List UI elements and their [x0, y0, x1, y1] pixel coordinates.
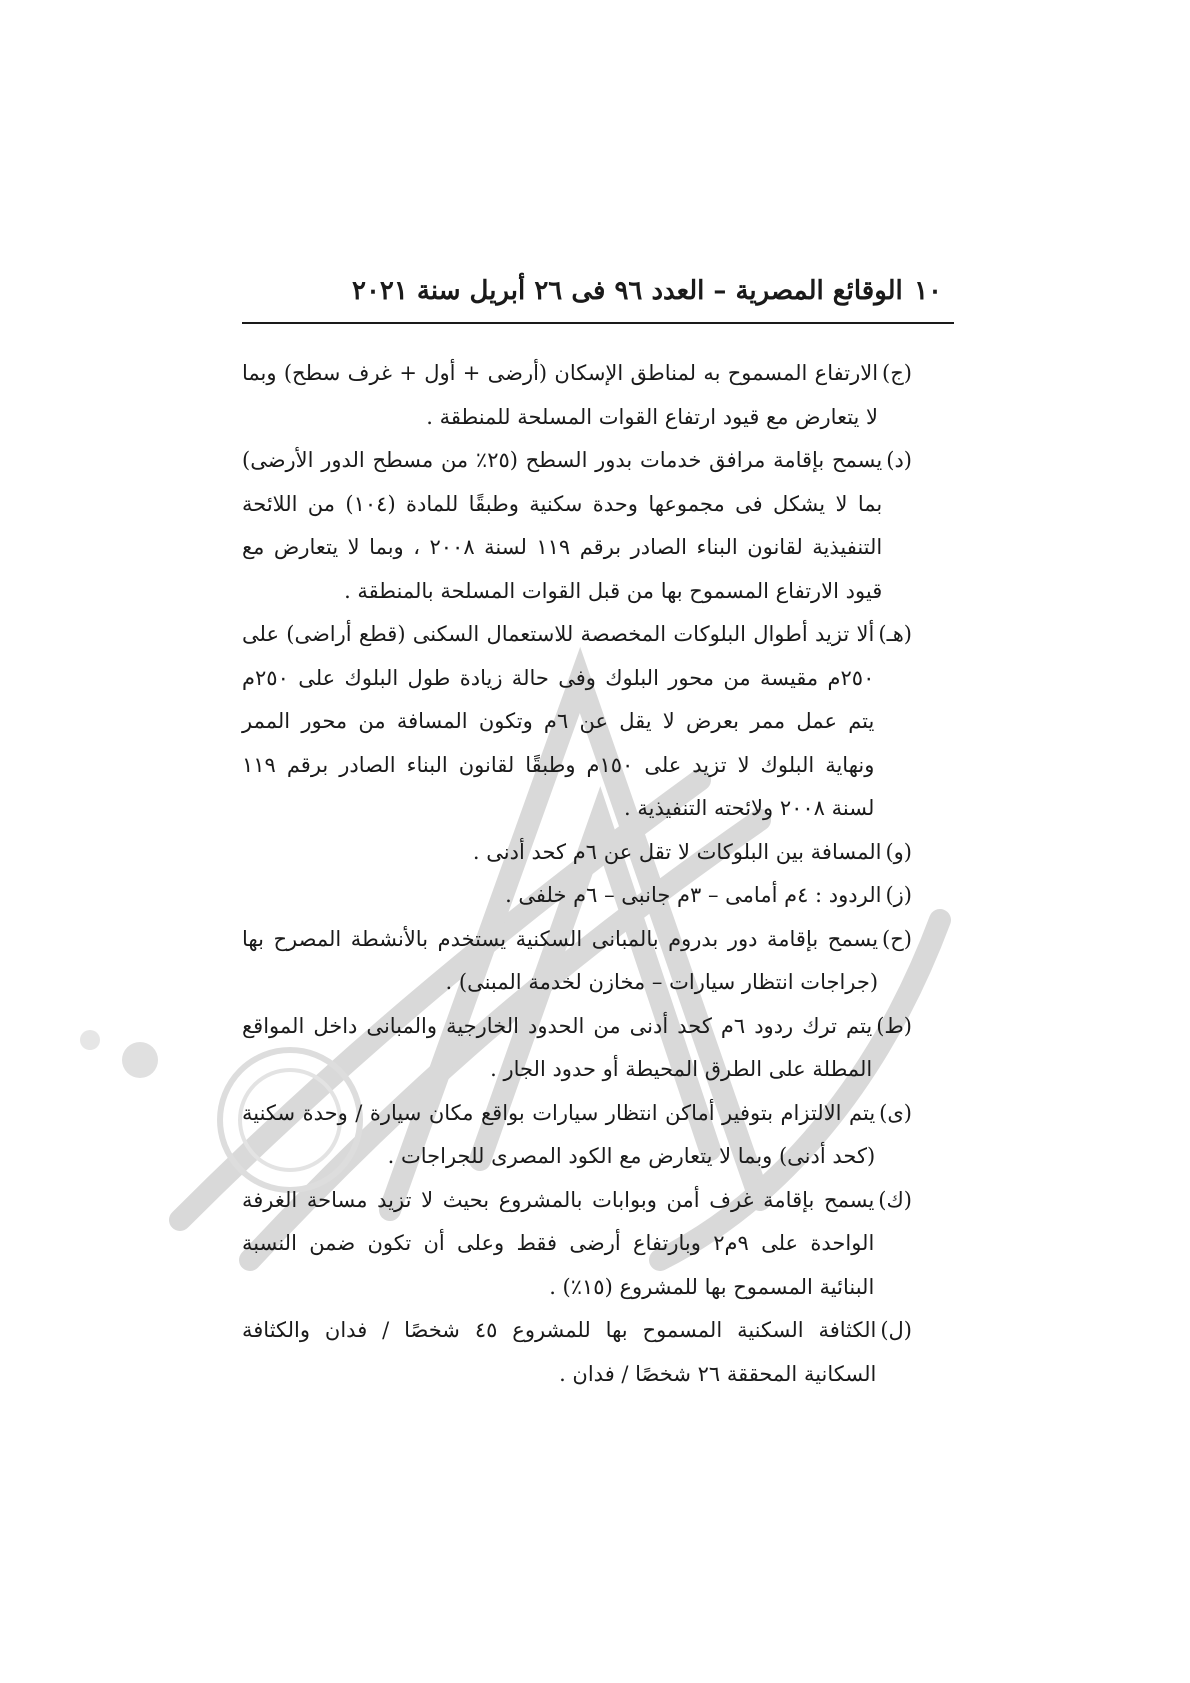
clause-label: (ج)	[882, 361, 912, 385]
clause-waw	[242, 831, 912, 875]
page-header	[242, 272, 954, 324]
clause-label: (ك)	[878, 1187, 912, 1212]
clause-label: (د)	[886, 448, 912, 472]
clause-text: الارتفاع المسموح به لمناطق الإسكان (أرضى + أول + غرف سطح) وبما لا يتعارض مع قيود ارتفاع القوات المسلحة للمنطقة .	[242, 361, 879, 429]
clause-text: يسمح بإقامة مرافق خدمات بدور السطح (٢٥٪ من مسطح الدور الأرضى) بما لا يشكل فى مجموعها وحدة سكنية وطبقًا للمادة (١٠٤) من اللائحة التنفيذية لقانون البناء الصادر برقم ١١٩ لسنة ٢٠٠٨ ، وبما لا يتعارض مع قيود الارتفاع المسموح بها من قبل القوات المسلحة بالمنطقة .	[242, 448, 883, 603]
clause-label: (و)	[885, 839, 912, 864]
clause-ya	[242, 1092, 912, 1179]
clause-jeem	[242, 352, 912, 439]
clause-label: (ل)	[880, 1318, 912, 1342]
clause-kaf	[242, 1179, 912, 1310]
clause-text: ألا تزيد أطوال البلوكات المخصصة للاستعمال السكنى (قطع أراضى) على ٢٥٠م مقيسة من محور البلوك وفى حالة زيادة طول البلوك على ٢٥٠م يتم عمل ممر بعرض لا يقل عن ٦م وتكون المسافة من محور الممر ونهاية البلوك لا تزيد على ١٥٠م وطبقًا لقانون البناء الصادر برقم ١١٩ لسنة ٢٠٠٨ ولائحته التنفيذية .	[242, 622, 875, 820]
clause-text: الردود : ٤م أمامى – ٣م جانبى – ٦م خلفى .	[505, 883, 882, 907]
clause-label: (ح)	[882, 926, 912, 951]
clause-ha	[242, 613, 912, 831]
clause-hha	[242, 918, 912, 1005]
document-body	[242, 352, 912, 1396]
clause-lam	[242, 1309, 912, 1396]
clause-text: الكثافة السكنية المسموح بها للمشروع ٤٥ شخصًا / فدان والكثافة السكانية المحققة ٢٦ شخصًا / فدان .	[242, 1318, 877, 1386]
clause-label: (هـ)	[878, 622, 912, 646]
page-number: ١٠	[914, 276, 942, 306]
clause-dal	[242, 439, 912, 613]
clause-text: يتم الالتزام بتوفير أماكن انتظار سيارات بواقع مكان سيارة / وحدة سكنية (كحد أدنى) وبما لا يتعارض مع الكود المصرى للجراجات .	[242, 1100, 876, 1168]
clause-text: المسافة بين البلوكات لا تقل عن ٦م كحد أدنى .	[472, 839, 882, 864]
clause-label: (ط)	[876, 1013, 912, 1038]
clause-tta	[242, 1005, 912, 1092]
clause-label: (ى)	[879, 1100, 912, 1125]
clause-label: (ز)	[885, 883, 912, 907]
gazette-title: الوقائع المصرية – العدد ٩٦ فى ٢٦ أبريل سنة ٢٠٢١	[352, 276, 903, 306]
clause-zay	[242, 874, 912, 918]
clause-text: يسمح بإقامة دور بدروم بالمبانى السكنية يستخدم بالأنشطة المصرح بها (جراجات انتظار سيارات – مخازن لخدمة المبنى) .	[242, 926, 879, 994]
clause-text: يتم ترك ردود ٦م كحد أدنى من الحدود الخارجية والمبانى داخل المواقع المطلة على الطرق المحيطة أو حدود الجار .	[242, 1013, 873, 1081]
clause-text: يسمح بإقامة غرف أمن وبوابات بالمشروع بحيث لا تزيد مساحة الغرفة الواحدة على ٩م٢ وبارتفاع أرضى فقط وعلى أن تكون ضمن النسبة البنائية المسموح بها للمشروع (١٥٪) .	[242, 1187, 875, 1299]
